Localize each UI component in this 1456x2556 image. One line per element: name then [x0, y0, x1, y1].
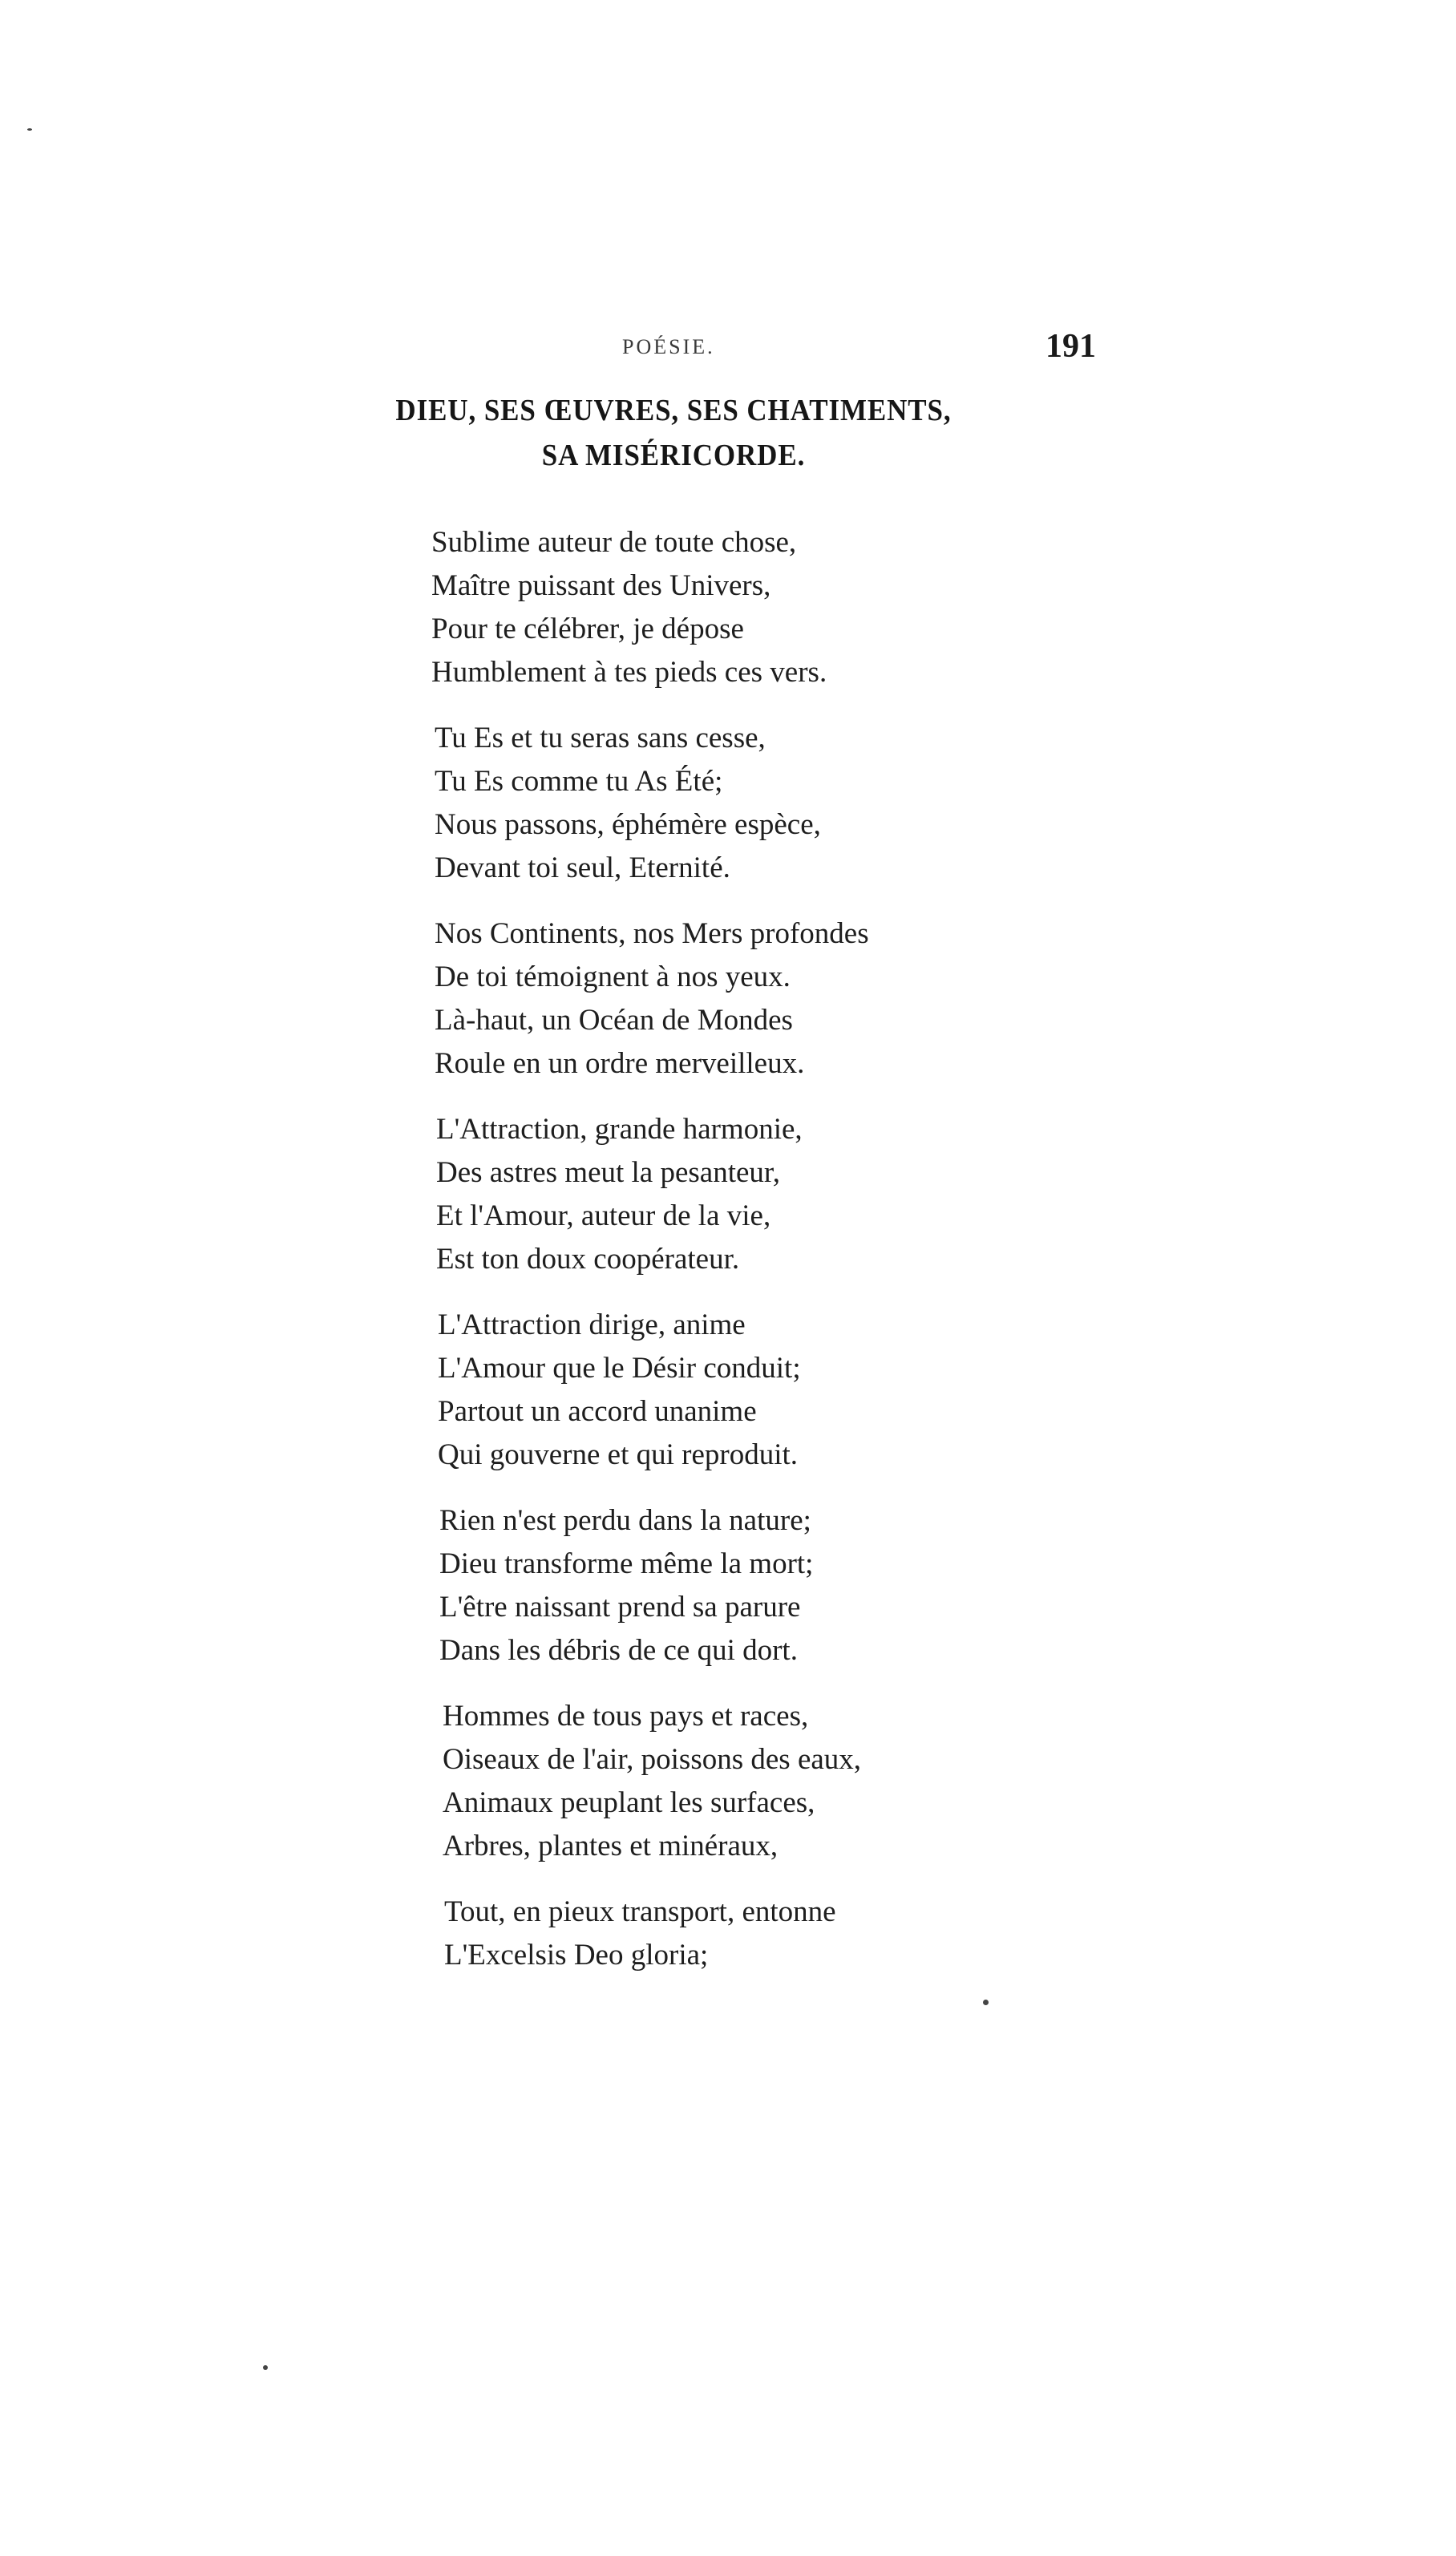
verse-line: Dieu transforme même la mort; [439, 1547, 814, 1580]
verse-line: L'Attraction dirige, anime [438, 1308, 746, 1341]
verse-line: Tu Es comme tu As Été; [435, 765, 723, 798]
stanza-6 [439, 1499, 813, 1672]
verse-line: Arbres, plantes et minéraux, [443, 1830, 779, 1862]
verse-line: De toi témoignent à nos yeux. [435, 961, 791, 993]
running-head: POÉSIE. [622, 335, 715, 358]
verse-line: Sublime auteur de toute chose, [431, 526, 797, 559]
verse-line: Partout un accord unanime [438, 1395, 757, 1428]
verse-line: Animaux peuplant les surfaces, [443, 1786, 815, 1819]
verse-line: L'Excelsis Deo gloria; [444, 1939, 709, 1972]
verse-line: Tout, en pieux transport, entonne [444, 1895, 836, 1928]
verse-line: Maître puissant des Univers, [431, 569, 771, 602]
verse-line: Là-haut, un Océan de Mondes [435, 1004, 793, 1037]
verse-line: Est ton doux coopérateur. [436, 1243, 740, 1276]
stanza-4 [436, 1108, 803, 1281]
stanza-3 [435, 912, 869, 1086]
verse-line: Qui gouverne et qui reproduit. [438, 1438, 799, 1471]
verse-line: Nos Continents, nos Mers profondes [435, 917, 869, 950]
verse-line: Et l'Amour, auteur de la vie, [436, 1199, 771, 1232]
stanza-2 [435, 717, 821, 890]
stanza-5 [438, 1304, 801, 1477]
print-speck [263, 2365, 268, 2370]
verse-line: Pour te célébrer, je dépose [431, 613, 744, 645]
stanza-1 [431, 521, 827, 694]
verse-line: Des astres meut la pesanteur, [436, 1156, 781, 1189]
verse-line: L'Amour que le Désir conduit; [438, 1352, 801, 1385]
verse-line: L'Attraction, grande harmonie, [436, 1113, 803, 1146]
verse-line: Nous passons, éphémère espèce, [435, 808, 821, 841]
verse-line: Tu Es et tu seras sans cesse, [435, 722, 766, 754]
verse-line: Humblement à tes pieds ces vers. [431, 656, 827, 689]
page-number: 191 [1045, 328, 1096, 365]
stanza-7 [443, 1695, 861, 1868]
print-speck [27, 128, 32, 131]
verse-line: Hommes de tous pays et races, [443, 1700, 809, 1733]
verse-line: Dans les débris de ce qui dort. [439, 1634, 798, 1667]
verse-line: L'être naissant prend sa parure [439, 1591, 801, 1624]
print-speck [983, 2000, 989, 2005]
verse-line: Devant toi seul, Eternité. [435, 851, 730, 884]
stanza-8 [444, 1891, 836, 1977]
verse-line: Oiseaux de l'air, poissons des eaux, [443, 1743, 862, 1776]
verse-line: Rien n'est perdu dans la nature; [439, 1504, 811, 1537]
poem-title-line-1: DIEU, SES ŒUVRES, SES CHATIMENTS, [395, 394, 952, 427]
poem-title-line-2: SA MISÉRICORDE. [541, 439, 806, 472]
verse-line: Roule en un ordre merveilleux. [435, 1047, 805, 1080]
